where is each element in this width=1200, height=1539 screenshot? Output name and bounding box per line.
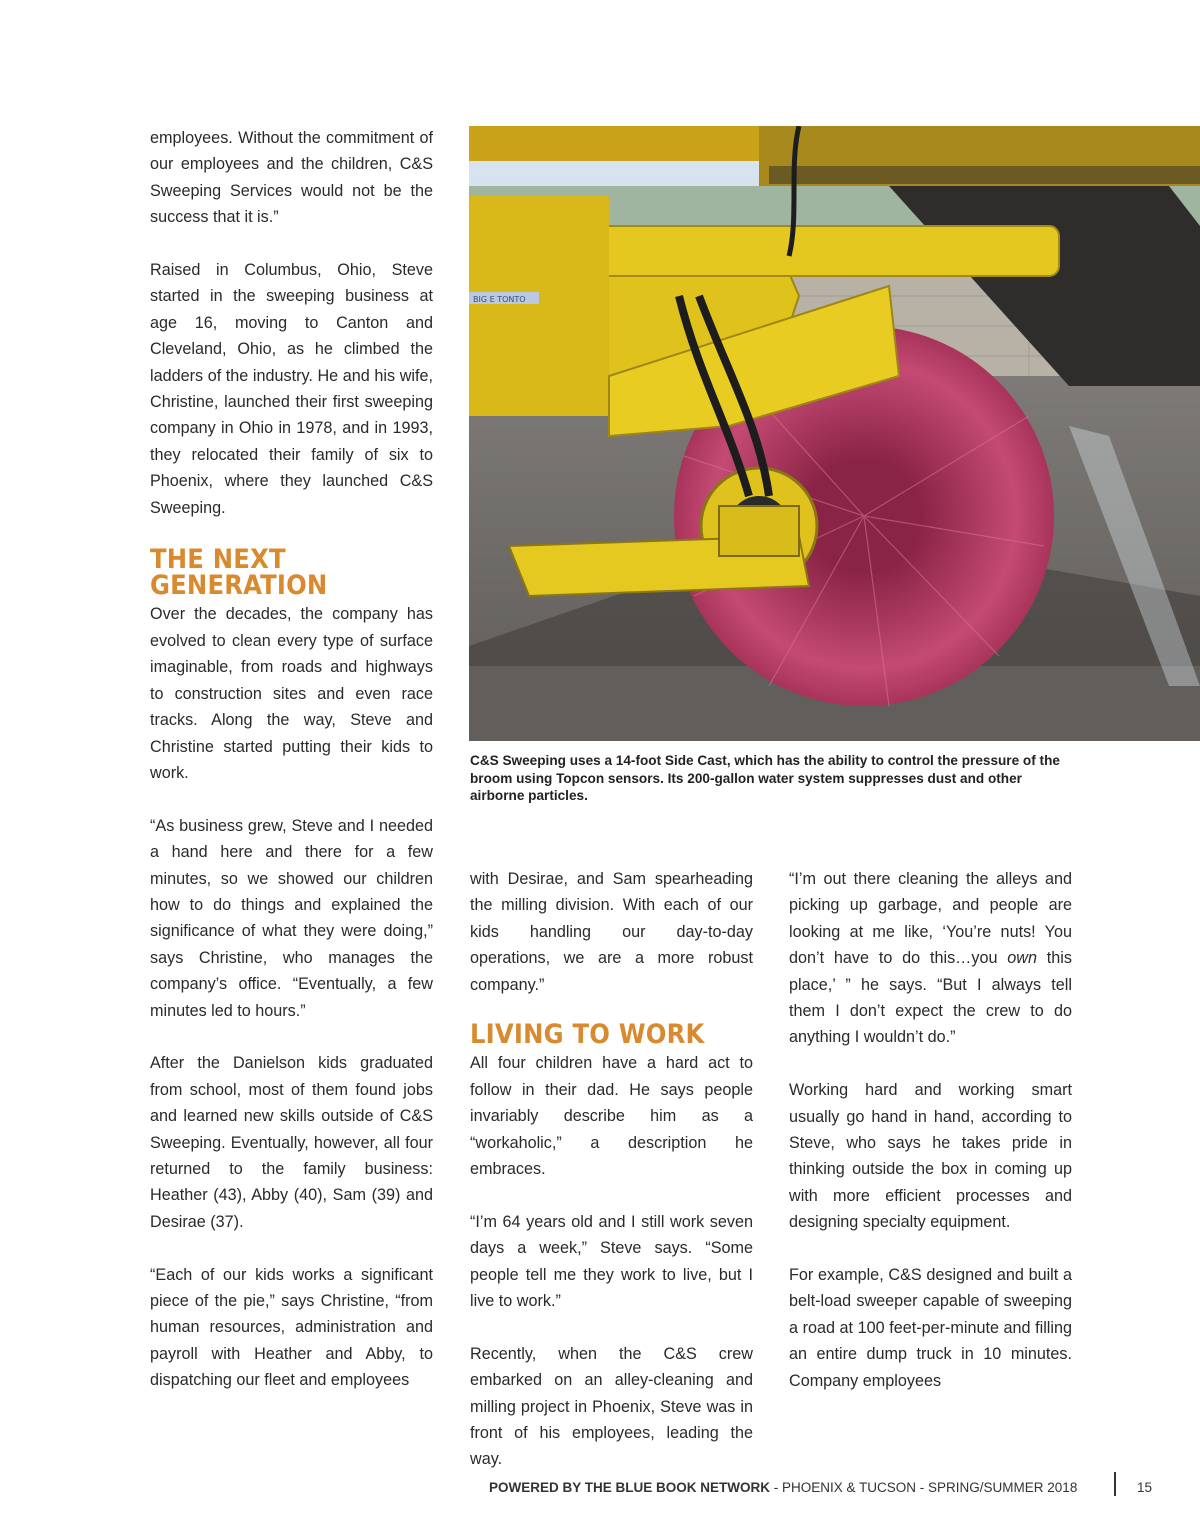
article-column-1 bbox=[150, 125, 433, 1394]
footer-brand: POWERED BY THE BLUE BOOK NETWORK bbox=[489, 1480, 771, 1495]
paragraph: After the Danielson kids graduated from school, most of them found jobs and learned new skills outside of C&S Sweeping. Eventually, however, all four returned to the family business: Heather (43), Abby (40), Sam (39) and Desirae (37). bbox=[150, 1054, 433, 1231]
page-footer bbox=[489, 1478, 1169, 1500]
paragraph: Raised in Columbus, Ohio, Steve started in the sweeping business at age 16, moving to Canton and Cleveland, Ohio, as he climbed the ladders of the industry. He and his wife, Christine, launched their first sweeping company in Ohio in 1978, and in 1993, they relocated their family of six to Phoenix, where they launched C&S Sweeping. bbox=[150, 261, 433, 517]
paragraph: “I’m 64 years old and I still work seven days a week,” Steve says. “Some people tell me they work to live, but I live to work.” bbox=[470, 1212, 753, 1311]
article-column-2 bbox=[470, 866, 753, 1473]
photo-caption: C&S Sweeping uses a 14-foot Side Cast, which has the ability to control the pressure of the broom using Topcon sensors. Its 200-gallon water system suppresses dust and other airborne particles. bbox=[470, 753, 1060, 803]
paragraph: Recently, when the C&S crew embarked on an alley-cleaning and milling project in Phoenix, Steve was in front of his employees, leading the way. bbox=[470, 1344, 753, 1469]
paragraph: employees. Without the commitment of our employees and the children, C&S Sweeping Services would not be the success that it is.” bbox=[150, 129, 433, 227]
text-run: this place,’ ” he says. “But I always tell them I don’t expect the crew to do anything I wouldn’t do.” bbox=[789, 949, 1072, 1047]
paragraph: All four children have a hard act to follow in their dad. He says people invariably describe him as a “workaholic,” a description he embraces. bbox=[470, 1054, 753, 1179]
footer-issue: - PHOENIX & TUCSON - SPRING/SUMMER 2018 bbox=[770, 1480, 1078, 1495]
street-sign-text: BIG E TONTO bbox=[473, 295, 526, 304]
paragraph: Over the decades, the company has evolved to clean every type of surface imaginable, from roads and highways to construction sites and even race tracks. Along the way, Steve and Christine started putting their kids to work. bbox=[150, 605, 433, 782]
page-number: 15 bbox=[1137, 1480, 1153, 1495]
section-heading-living-to-work: LIVING TO WORK bbox=[470, 1019, 705, 1051]
street-sweeper-photo bbox=[469, 126, 1200, 741]
footer-text bbox=[489, 1480, 1077, 1495]
paragraph: “Each of our kids works a significant piece of the pie,” says Christine, “from human resources, administration and payroll with Heather and Abby, to dispatching our fleet and employees bbox=[150, 1265, 433, 1390]
paragraph: Working hard and working smart usually go hand in hand, according to Steve, who says he takes pride in thinking outside the box in coming up with more efficient processes and designing specialty equipment. bbox=[789, 1081, 1072, 1232]
paragraph: “As business grew, Steve and I needed a hand here and there for a few minutes, so we showed our children how to do things and explained the significance of what they were doing,” says Christine, who manages the company’s office. “Eventually, a few minutes led to hours.” bbox=[150, 816, 433, 1020]
paragraph: For example, C&S designed and built a belt-load sweeper capable of sweeping a road at 100 feet-per-minute and filling an entire dump truck in 10 minutes. Company employees bbox=[789, 1266, 1072, 1390]
paragraph bbox=[789, 866, 1072, 1051]
text-run: “I’m out there cleaning the alleys and picking up garbage, and people are looking at me like, ‘You’re nuts! You don’t have to do this…you bbox=[789, 870, 1072, 968]
street-sweeper-illustration bbox=[469, 126, 1200, 741]
footer-divider bbox=[1114, 1472, 1116, 1496]
section-heading-next-generation: THE NEXT GENERATION bbox=[150, 544, 328, 602]
emphasis: own bbox=[1007, 949, 1037, 968]
article-column-3 bbox=[789, 866, 1072, 1394]
paragraph: with Desirae, and Sam spearheading the milling division. With each of our kids handling our day-to-day operations, we are a more robust company.” bbox=[470, 870, 753, 994]
